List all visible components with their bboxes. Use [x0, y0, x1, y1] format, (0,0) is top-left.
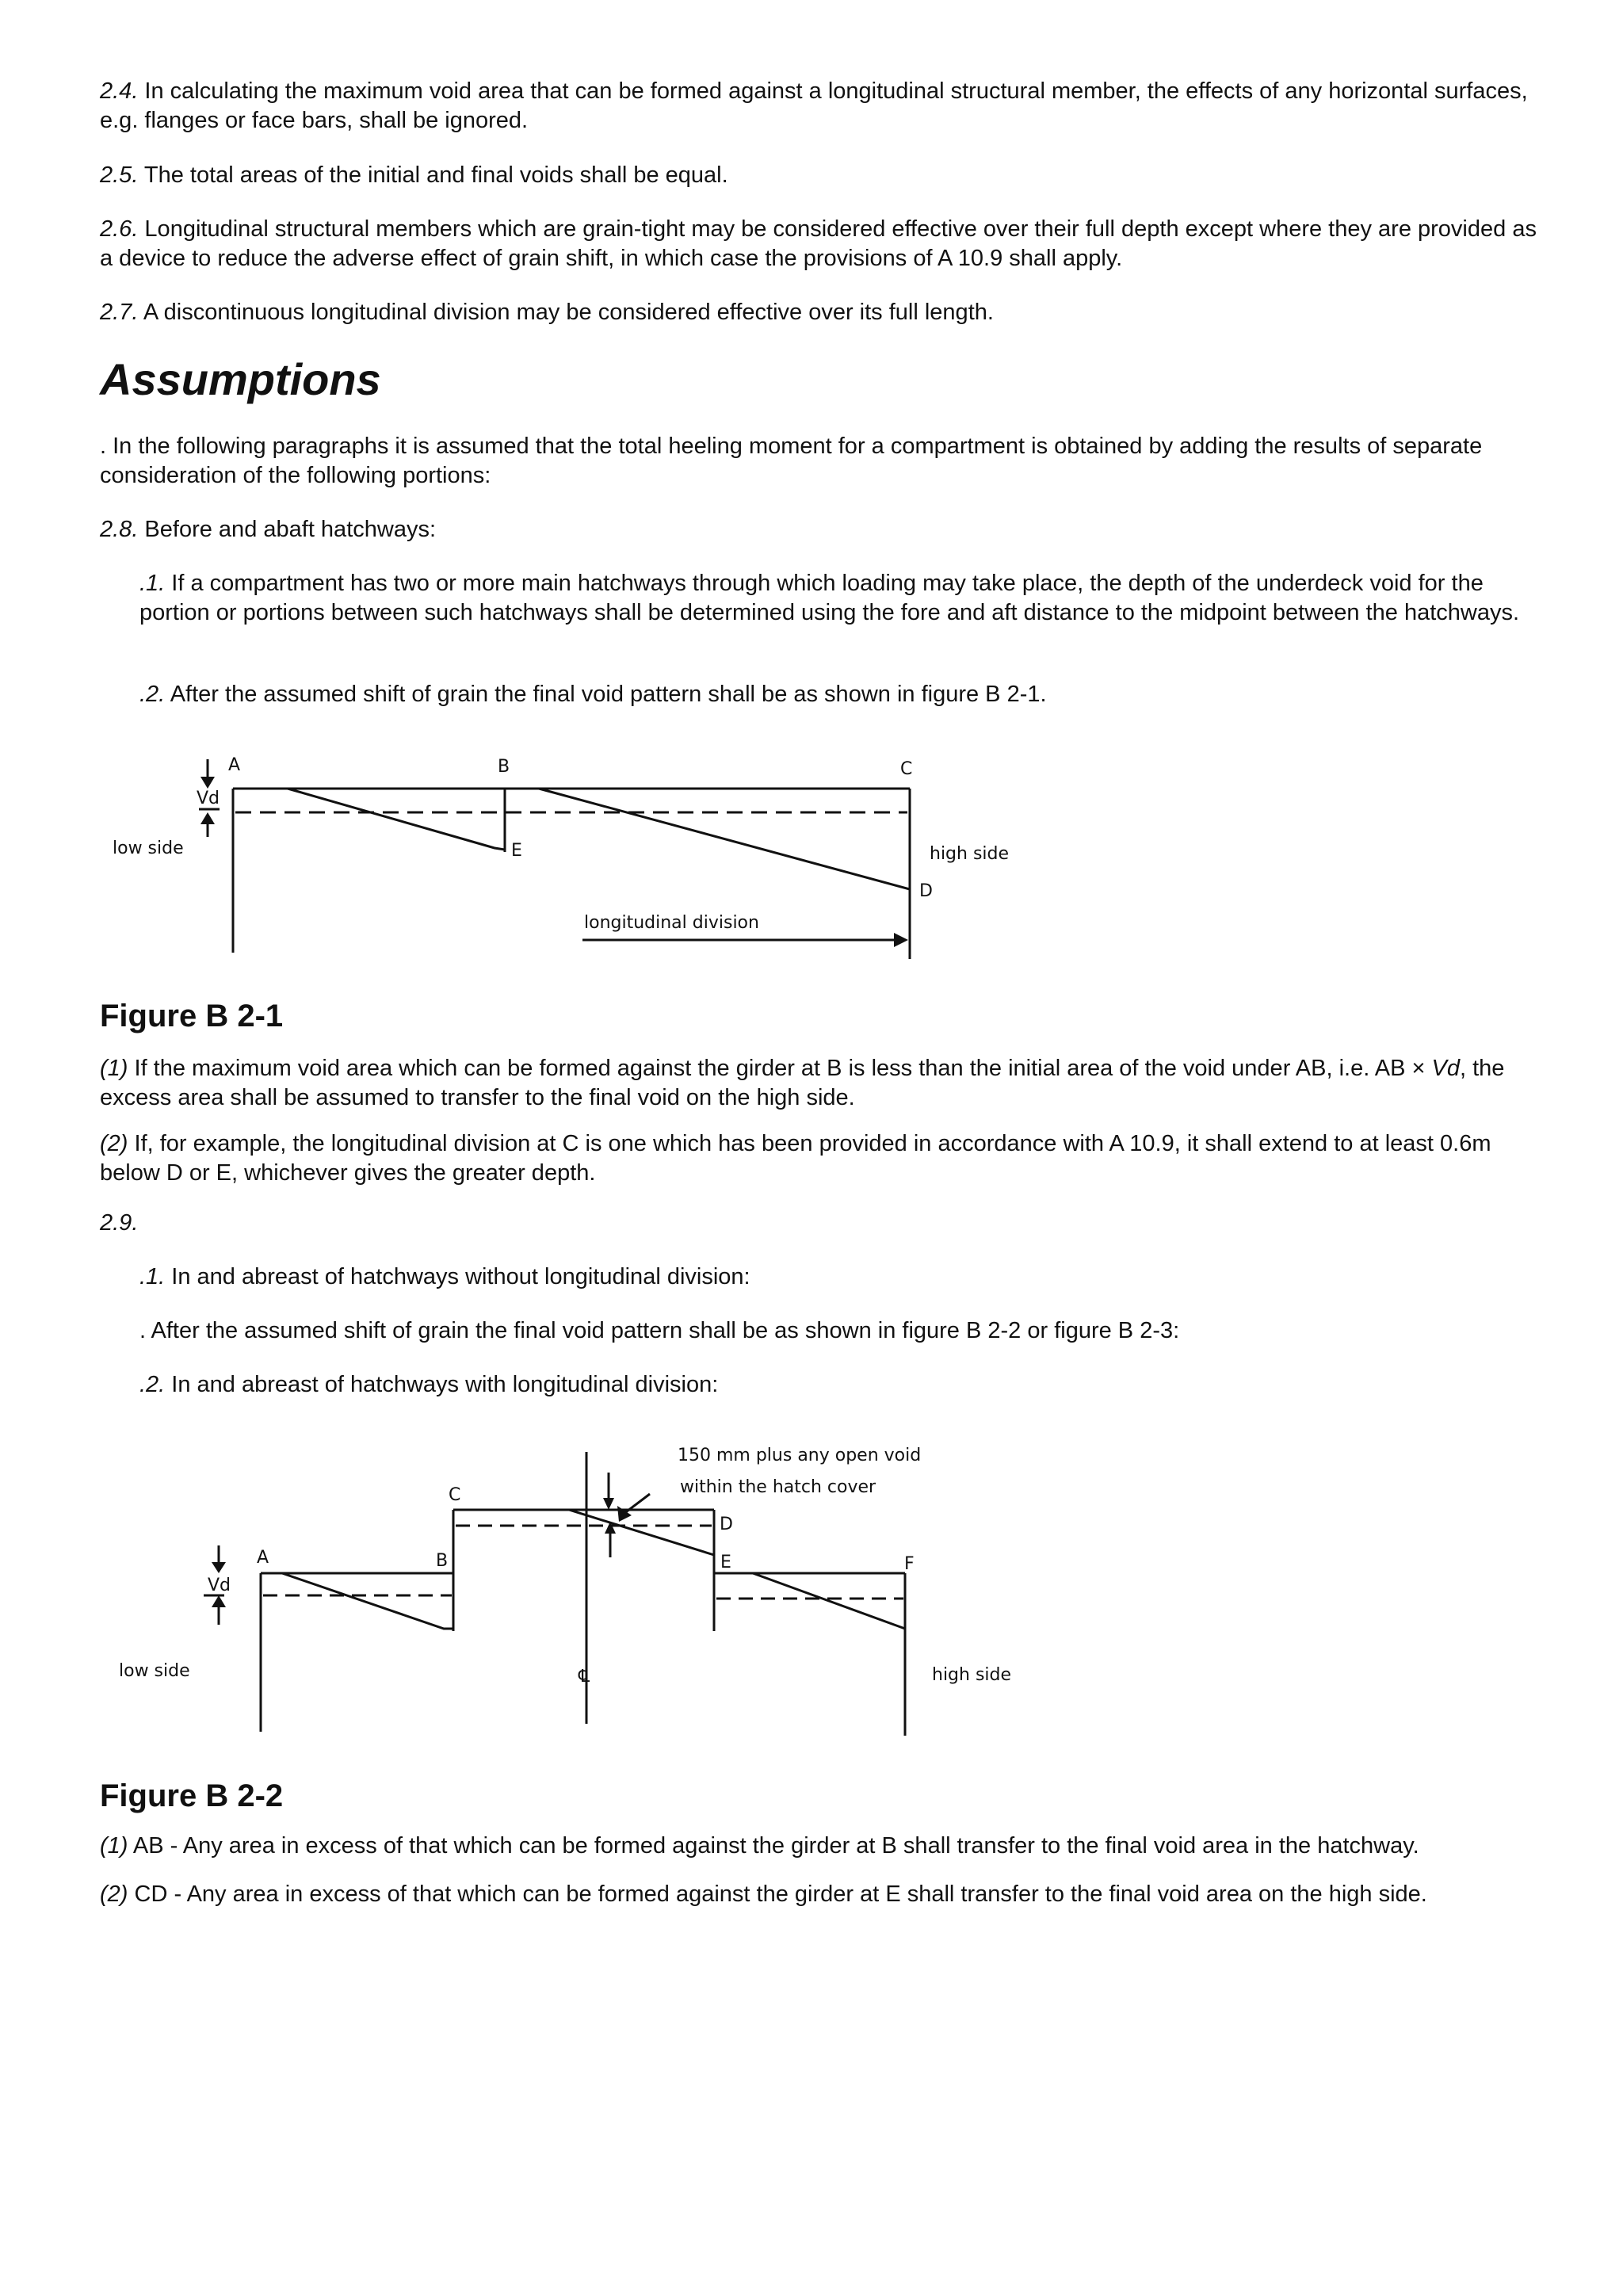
figure-b-2-2-diagram — [0, 1435, 1623, 1736]
void-bc — [539, 789, 910, 889]
division-arrowhead — [894, 933, 908, 947]
label-c: C — [900, 759, 913, 779]
paragraph-2-8-2: .2. After the assumed shift of grain the final void pattern shall be as shown in figure B 2-1. — [139, 682, 1047, 707]
label-b: B — [436, 1551, 449, 1571]
paragraph-2-4: 2.4. In calculating the maximum void area that can be formed against a longitudinal structural member, the effects of any horizontal surfaces, e.g. flanges or face bars, shall be ignored. — [100, 78, 1528, 133]
vd-arrowhead-up — [200, 812, 215, 824]
void-cd — [569, 1510, 714, 1555]
figure-b-2-1-note-2: (2) If, for example, the longitudinal division at C is one which has been provided in accordance with A 10.9, it shall extend to at least 0.6m below D or E, whichever gives the greater depth. — [100, 1131, 1491, 1186]
figure-b-2-2-note-1: (1) AB - Any area in excess of that which can be formed against the girder at B shall transfer to the final void area in the hatchway. — [100, 1833, 1419, 1859]
label-a: A — [228, 755, 241, 775]
label-vd: Vd — [197, 789, 220, 808]
label-b: B — [498, 757, 510, 777]
label-low-side: low side — [113, 839, 184, 858]
figure-b-2-2-note-2: (2) CD - Any area in excess of that which can be formed against the girder at E shall transfer to the final void area on the high side. — [100, 1881, 1427, 1907]
label-centerline: ℄ — [579, 1667, 590, 1687]
label-longitudinal-division: longitudinal division — [584, 913, 759, 933]
paragraph-2-7: 2.7. A discontinuous longitudinal division may be considered effective over its full length. — [100, 300, 994, 325]
label-d: D — [720, 1515, 733, 1534]
paragraph-2-9-1-b: . After the assumed shift of grain the final void pattern shall be as shown in figure B 2-2 or figure B 2-3: — [139, 1318, 1180, 1343]
paragraph-2-6: 2.6. Longitudinal structural members which are grain-tight may be considered effective over their full depth except where they are provided as a device to reduce the adverse effect of grain shift, in which case the provisions of A 10.9 shall apply. — [100, 216, 1537, 271]
paragraph-2-8-1: .1. If a compartment has two or more main hatchways through which loading may take place, the depth of the underdeck void for the portion or portions between such hatchways shall be determined using the fore and aft distance to the midpoint between the hatchways. — [139, 571, 1520, 625]
label-e: E — [720, 1553, 731, 1572]
paragraph-2-5: 2.5. The total areas of the initial and final voids shall be equal. — [100, 162, 728, 188]
label-f: F — [904, 1554, 915, 1574]
label-note-line-1: 150 mm plus any open void — [678, 1446, 922, 1465]
figure-b-2-1-caption: Figure B 2-1 — [100, 999, 284, 1033]
label-low-side: low side — [119, 1661, 190, 1681]
label-high-side: high side — [932, 1665, 1012, 1685]
assumptions-heading: Assumptions — [100, 354, 381, 404]
paragraph-2-9-2: .2. In and abreast of hatchways with longitudinal division: — [139, 1372, 719, 1397]
label-d: D — [919, 881, 933, 901]
void-ab — [288, 789, 505, 850]
vd-arrowhead-down — [212, 1562, 226, 1573]
label-note-line-2: within the hatch cover — [680, 1477, 876, 1497]
label-vd: Vd — [208, 1576, 231, 1595]
void-ef — [753, 1573, 905, 1629]
note-arrowhead-down — [603, 1498, 614, 1510]
vd-arrowhead-up — [212, 1595, 226, 1607]
vd-arrowhead-down — [200, 777, 215, 789]
label-a: A — [257, 1548, 269, 1568]
label-high-side: high side — [930, 844, 1010, 864]
void-ab — [282, 1573, 453, 1629]
figure-b-2-1-note-1: (1) If the maximum void area which can be formed against the girder at B is less than the initial area of the void under AB, i.e. AB × Vd, the excess area shall be assumed to transfer to the final void on the high side. — [100, 1056, 1505, 1110]
label-c: C — [449, 1485, 461, 1505]
assumptions-intro: . In the following paragraphs it is assumed that the total heeling moment for a compartment is obtained by adding the results of separate consideration of the following portions: — [100, 434, 1483, 488]
paragraph-2-9: 2.9. — [100, 1210, 139, 1236]
figure-b-2-2-caption: Figure B 2-2 — [100, 1778, 284, 1813]
paragraph-2-8: 2.8. Before and abaft hatchways: — [100, 517, 437, 542]
paragraph-2-9-1: .1. In and abreast of hatchways without longitudinal division: — [139, 1264, 750, 1289]
label-e: E — [511, 841, 522, 861]
figure-b-2-1-diagram — [0, 745, 1623, 967]
